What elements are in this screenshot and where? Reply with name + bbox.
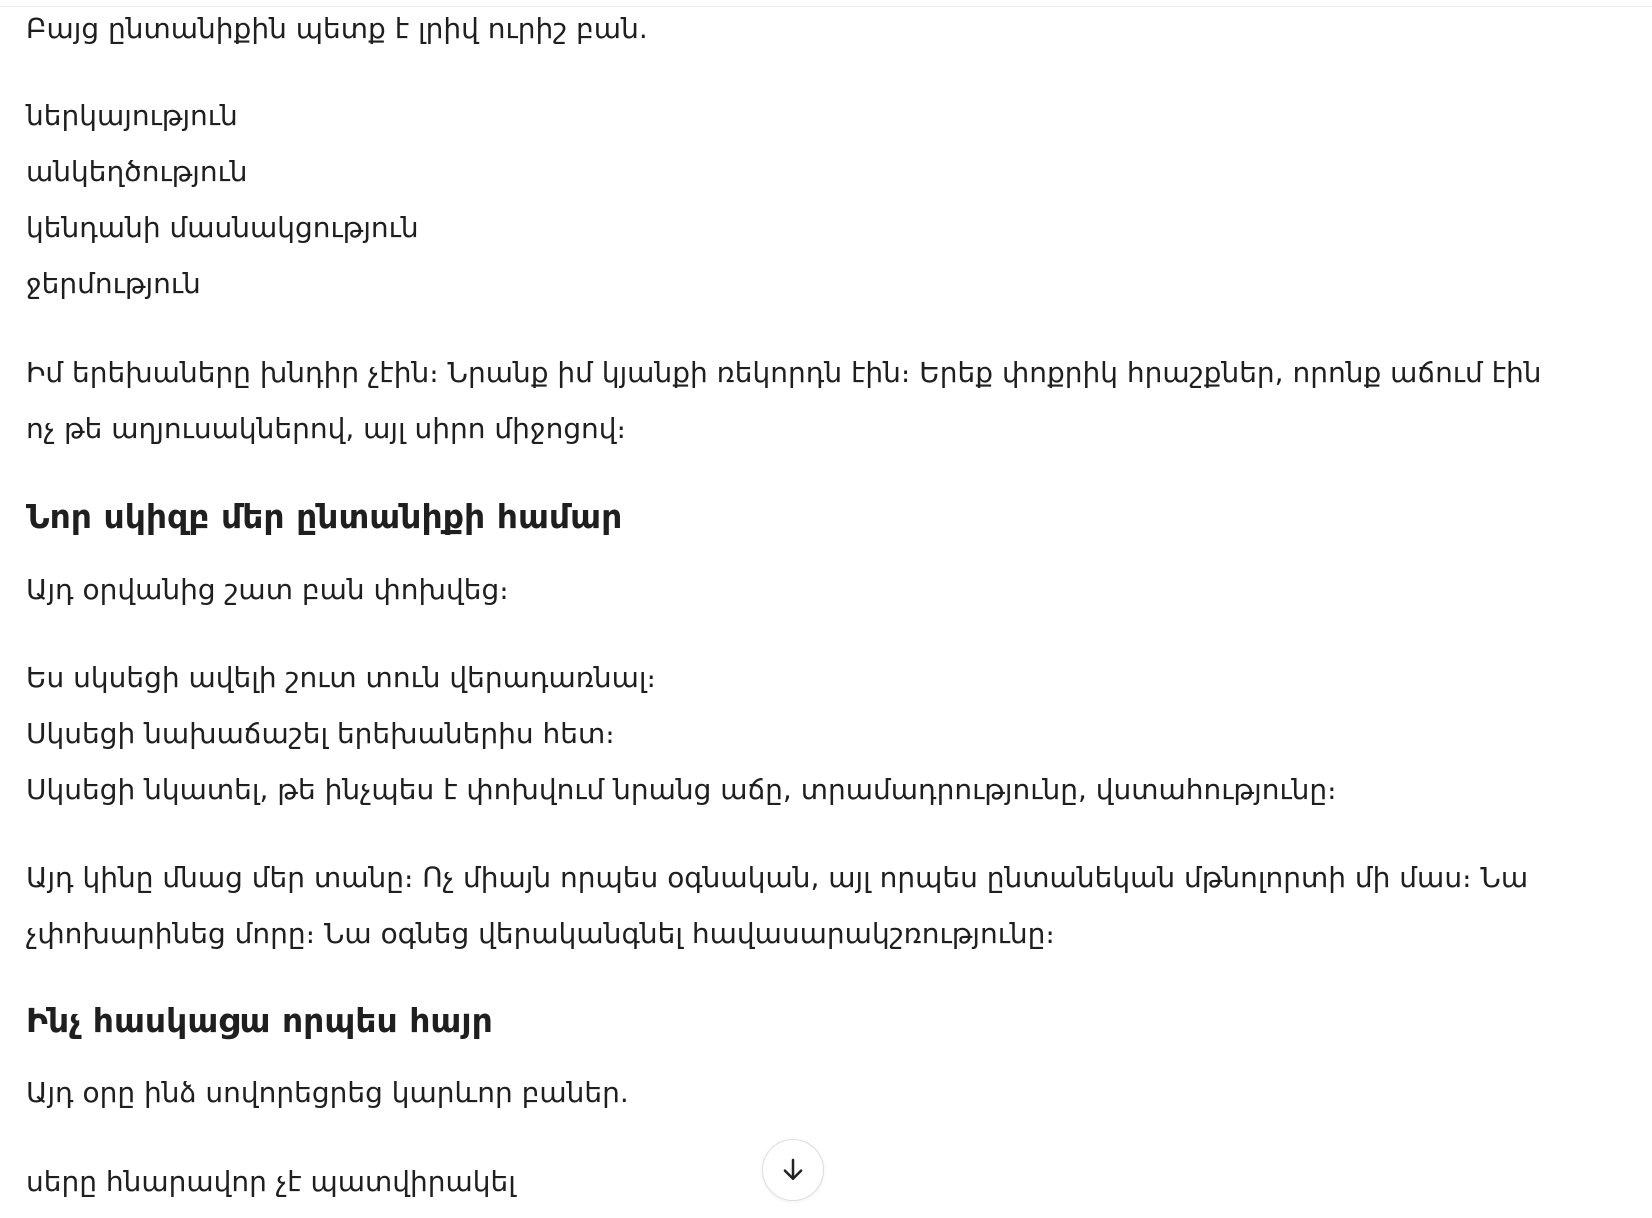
section-heading-new-beginning: Նոր սկիզբ մեր ընտանիքի համար <box>26 497 623 536</box>
stay-paragraph-line2: չփոխարինեց մորը։ Նա օգնեց վերականգնել հավասարակշռությունը։ <box>26 917 1055 950</box>
intro-paragraph: Բայց ընտանիքին պետք է լրիվ ուրիշ բան. <box>26 12 648 45</box>
children-paragraph-line2: ոչ թե աղյուսակներով, այլ սիրո միջոցով։ <box>26 412 626 445</box>
change-item: Սկսեցի նկատել, թե ինչպես է փոխվում նրանց աճը, տրամադրությունը, վստահությունը։ <box>26 773 1337 806</box>
change-item: Սկսեցի նախաճաշել երեխաներիս հետ։ <box>26 717 615 750</box>
arrow-down-icon <box>778 1155 808 1185</box>
changed-paragraph: Այդ օրվանից շատ բան փոխվեց։ <box>26 573 509 606</box>
stay-paragraph-line1: Այդ կինը մնաց մեր տանը։ Ոչ միայն որպես օգնական, այլ որպես ընտանեկան մթնոլորտի մի մաս։ Նա <box>26 861 1529 894</box>
change-item: Ես սկսեցի ավելի շուտ տուն վերադառնալ։ <box>26 661 656 694</box>
lesson-item: սերը հնարավոր չէ պատվիրակել <box>26 1165 516 1198</box>
scroll-to-bottom-button[interactable] <box>762 1139 824 1201</box>
needs-item: կենդանի մասնակցություն <box>26 211 419 244</box>
needs-item: ջերմություն <box>26 267 201 300</box>
needs-item: անկեղծություն <box>26 155 248 188</box>
children-paragraph-line1: Իմ երեխաները խնդիր չէին։ Նրանք իմ կյանքի ռեկորդն էին։ Երեք փոքրիկ հրաշքներ, որոնք աճում էին <box>26 356 1542 389</box>
needs-item: ներկայություն <box>26 99 238 132</box>
section-heading-as-father: Ինչ հասկացա որպես հայր <box>26 1001 493 1040</box>
lessons-intro-paragraph: Այդ օրը ինձ սովորեցրեց կարևոր բաներ. <box>26 1076 629 1109</box>
